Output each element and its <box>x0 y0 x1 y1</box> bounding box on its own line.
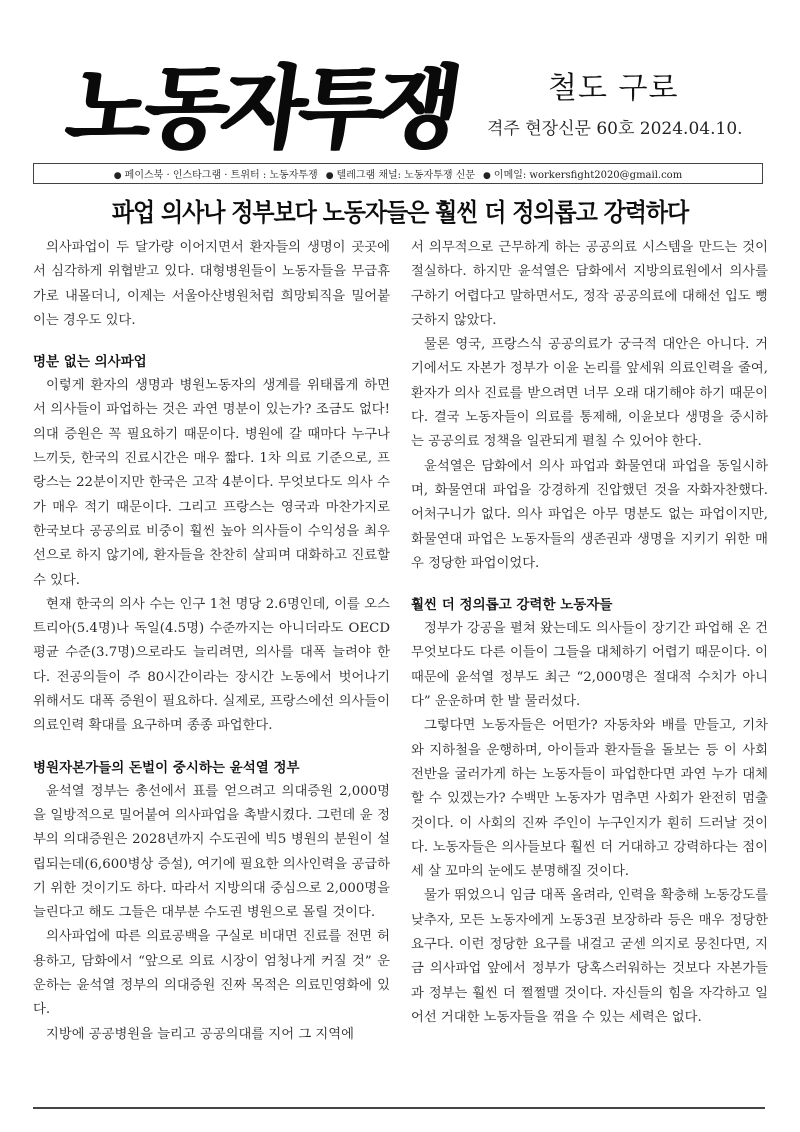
body-paragraph: 윤석열 정부는 총선에서 표를 얻으려고 의대증원 2,000명을 일방적으로 밀어붙여 의사파업을 촉발시켰다. 그런데 윤 정부의 의대증원은 2028년까지 수도권에 빅5 병원의 분원이 설립되는데(6,600병상 증설), 여기에 필요한 의사인력을 공급하기 위한 것이기도 하다. 따라서 지방의대 중심으로 2,000명을 늘린다고 해도 그들은 대부분 수도권 병원으로 몰릴 것이다. <box>33 783 390 921</box>
bullet-icon: ● <box>325 171 334 181</box>
body-paragraph: 그렇다면 노동자들은 어떤가? 자동차와 배를 만들고, 기차와 지하철을 운행하며, 아이들과 환자들을 돌보는 등 이 사회 전반을 굴러가게 하는 노동자들이 파업한다면 과연 누가 대체할 수 있겠는가? 수백만 노동자가 멈추면 사회가 완전히 멈출 것이다. 이 사회의 진짜 주인이 누구인지가 훤히 드러날 것이다. 노동자들은 의사들보다 훨씬 더 거대하고 강력하다는 점이 세 살 꼬마의 눈에도 분명해질 것이다. <box>411 718 768 880</box>
newspaper-logo: 노동자투쟁 <box>60 56 461 162</box>
body-paragraph: 물가 뛰었으니 임금 대폭 올려라, 인력을 확충해 노동강도를 낮추자, 모든 노동자에게 노동3권 보장하라 등은 매우 정당한 요구다. 이런 정당한 요구를 내걸고 굳센 의지로 뭉친다면, 지금 의사파업 앞에서 정부가 당혹스러워하는 것보다 자본가들과 정부는 훨씬 더 쩔쩔맬 것이다. 자신들의 힘을 자각하고 일어선 거대한 노동자들을 꺾을 수 있는 세력은 없다. <box>411 888 768 1025</box>
bottom-divider <box>33 1107 765 1109</box>
body-paragraph: 물론 영국, 프랑스식 공공의료가 궁극적 대안은 아니다. 거기에서도 자본가 정부가 이윤 논리를 앞세워 의료인력을 줄여, 환자가 의사 진료를 받으려면 너무 오래 대기해야 하기 때문이다. 결국 노동자들이 의료를 통제해, 이윤보다 생명을 중시하는 공공의료 정책을 일관되게 펼칠 수 있어야 한다. <box>411 337 768 450</box>
masthead <box>0 0 800 160</box>
headline: 파업 의사나 정부보다 노동자들은 훨씬 더 정의롭고 강력하다 <box>111 198 689 227</box>
section-heading: 명분 없는 의사파업 <box>33 354 147 371</box>
article-column-left <box>33 236 390 1047</box>
bullet-icon: ● <box>483 171 491 181</box>
contact-email: ● 이메일: workersfight2020@gmail.com <box>483 170 683 181</box>
body-paragraph: 윤석열은 담화에서 의사 파업과 화물연대 파업을 동일시하며, 화물연대 파업을 강경하게 진압했던 것을 자화자찬했다. 어처구니가 없다. 의사 파업은 아무 명분도 없는 파업이지만, 화물연대 파업은 노동자들의 생존권과 생명을 지키기 위한 매우 정당한 파업이었다. <box>411 458 768 571</box>
section-heading: 병원자본가들의 돈벌이 중시하는 윤석열 정부 <box>33 759 300 776</box>
contact-telegram: ● 텔레그램 채널: 노동자투쟁 신문 <box>325 170 476 181</box>
body-paragraph: 현재 한국의 의사 수는 인구 1천 명당 2.6명인데, 이를 오스트리아(5.4명)나 독일(4.5명) 수준까지는 아니더라도 OECD 평균 수준(3.7명)으로라도 늘리려면, 의사를 대폭 늘려야 한다. 전공의들이 주 80시간이라는 장시간 노동에서 벗어나기 위해서도 대폭 증원이 필요하다. 실제로, 프랑스에선 의사들이 의료인력 확대를 요구하며 종종 파업한다. <box>33 596 390 734</box>
continued-paragraph: 서 의무적으로 근무하게 하는 공공의료 시스템을 만드는 것이 절실하다. 하지만 윤석열은 담화에서 지방의료원에서 의사를 구하기 어렵다고 말하면서도, 정작 공공의료에 대해선 입도 뻥긋하지 않았다. <box>411 240 768 328</box>
body-paragraph: 의사파업에 따른 의료공백을 구실로 비대면 진료를 전면 허용하고, 담화에서 “앞으로 의료 시장이 엄청나게 커질 것” 운운하는 윤석열 정부의 의대증원 진짜 목적은 의료민영화에 있다. <box>33 929 390 1018</box>
edition-title: 철도 구로 <box>548 71 679 106</box>
body-paragraph: 지방에 공공병원을 늘리고 공공의대를 지어 그 지역에 <box>46 1026 354 1042</box>
contact-social: ● 페이스북 · 인스타그램 · 트위터 : 노동자투쟁 <box>113 170 318 181</box>
section-heading: 훨씬 더 정의롭고 강력한 노동자들 <box>411 597 613 614</box>
contact-info-bar <box>33 163 763 184</box>
body-paragraph: 이렇게 환자의 생명과 병원노동자의 생계를 위태롭게 하면서 의사들이 파업하는 것은 과연 명분이 있는가? 조금도 없다! 의대 증원은 꼭 필요하기 때문이다. 병원에 갈 때마다 누구나 느끼듯, 한국의 진료시간은 매우 짧다. 1차 의료 기준으로, 프랑스는 22분이지만 한국은 고작 4분이다. 무엇보다도 의사 수가 매우 적기 때문이다. 그리고 프랑스는 영국과 마찬가지로 한국보다 공공의료 비중이 훨씬 높아 의사들이 수익성을 최우선으로 하지 않기에, 환자들을 찬찬히 살피며 대화하고 진료할 수 있다. <box>33 378 390 588</box>
body-paragraph: 정부가 강공을 펼쳐 왔는데도 의사들이 장기간 파업해 온 건 무엇보다도 다른 이들이 그들을 대체하기 어렵기 때문이다. 이 때문에 윤석열 정부도 최근 “2,000명은 절대적 수치가 아니다” 운운하며 한 발 물러섰다. <box>411 621 768 710</box>
edition-issue-date: 격주 현장신문 60호 2024.04.10. <box>487 119 743 139</box>
bullet-icon: ● <box>113 171 122 181</box>
article-column-right <box>411 236 768 1030</box>
intro-paragraph: 의사파업이 두 달가량 이어지면서 환자들의 생명이 곳곳에서 심각하게 위협받고 있다. 대형병원들이 노동자들을 무급휴가로 내몰더니, 이제는 서울아산병원처럼 희망퇴직을 밀어붙이는 경우도 있다. <box>33 240 390 328</box>
